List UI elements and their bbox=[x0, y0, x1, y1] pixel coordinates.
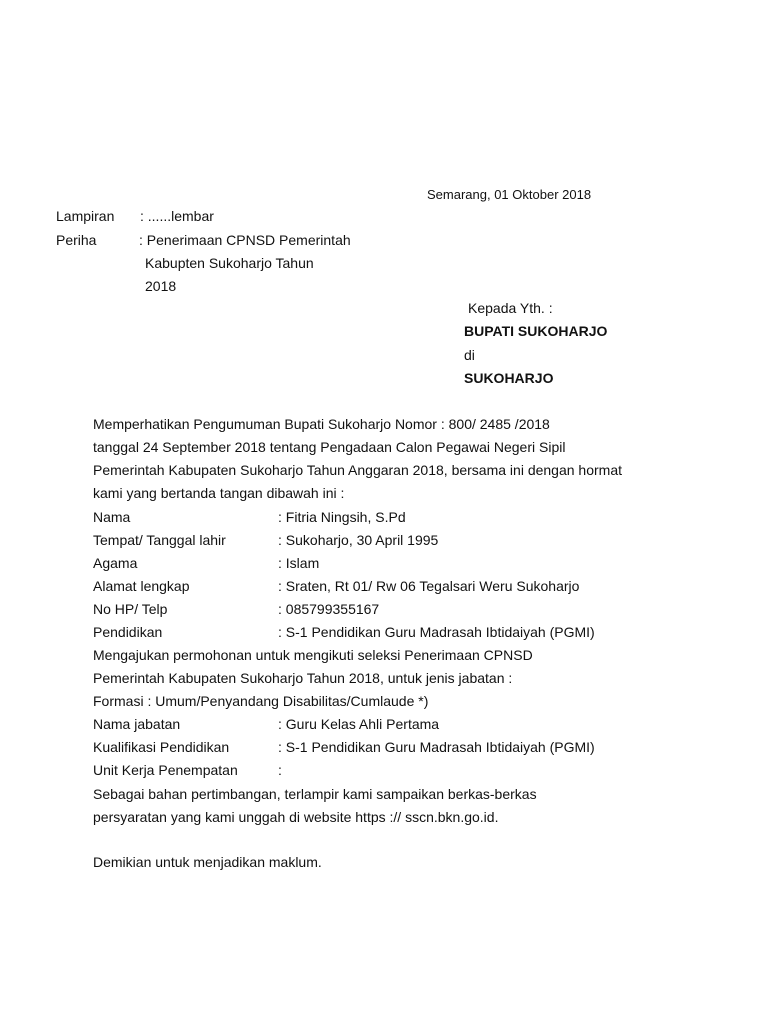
field-value-agama: : Islam bbox=[278, 555, 320, 571]
field-label-alamat: Alamat lengkap bbox=[93, 578, 190, 594]
letter-date: Semarang, 01 Oktober 2018 bbox=[427, 187, 592, 202]
final-line: Demikian untuk menjadikan maklum. bbox=[93, 854, 322, 870]
request-line: Mengajukan permohonan untuk mengikuti seleksi Penerimaan CPNSD bbox=[93, 647, 533, 663]
closing-line: Sebagai bahan pertimbangan, terlampir kami sampaikan berkas-berkas bbox=[93, 786, 537, 802]
field-value-jabatan: : Guru Kelas Ahli Pertama bbox=[278, 716, 440, 732]
field-label-jabatan: Nama jabatan bbox=[93, 716, 181, 732]
field-value-pendidikan: : S-1 Pendidikan Guru Madrasah Ibtidaiyah (PGMI) bbox=[278, 624, 595, 640]
periha-line-3: 2018 bbox=[145, 278, 177, 294]
field-label-pendidikan: Pendidikan bbox=[93, 624, 163, 640]
closing-line: persyaratan yang kami unggah di website https :// sscn.bkn.go.id. bbox=[93, 809, 499, 825]
field-value-kualifikasi: : S-1 Pendidikan Guru Madrasah Ibtidaiyah (PGMI) bbox=[278, 739, 595, 755]
field-label-kualifikasi: Kualifikasi Pendidikan bbox=[93, 739, 230, 755]
periha-line-2: Kabupten Sukoharjo Tahun bbox=[145, 255, 314, 271]
recipient-salutation: Kepada Yth. : bbox=[468, 300, 553, 316]
field-value-unit-kerja: : bbox=[278, 762, 282, 778]
field-label-nama: Nama bbox=[93, 509, 131, 525]
field-value-nama: : Fitria Ningsih, S.Pd bbox=[278, 509, 406, 525]
field-value-telp: : 085799355167 bbox=[278, 601, 380, 617]
periha-line-1: : Penerimaan CPNSD Pemerintah bbox=[139, 232, 351, 248]
request-line: Pemerintah Kabupaten Sukoharjo Tahun 2018, untuk jenis jabatan : bbox=[93, 670, 513, 686]
intro-line: kami yang bertanda tangan dibawah ini : bbox=[93, 485, 345, 501]
field-value-alamat: : Sraten, Rt 01/ Rw 06 Tegalsari Weru Sukoharjo bbox=[278, 578, 580, 594]
recipient-di: di bbox=[464, 347, 475, 363]
request-line: Formasi : Umum/Penyandang Disabilitas/Cumlaude *) bbox=[93, 693, 429, 709]
field-label-telp: No HP/ Telp bbox=[93, 601, 168, 617]
intro-line: Pemerintah Kabupaten Sukoharjo Tahun Anggaran 2018, bersama ini dengan hormat bbox=[93, 462, 623, 478]
field-label-ttl: Tempat/ Tanggal lahir bbox=[93, 532, 226, 548]
field-label-unit-kerja: Unit Kerja Penempatan bbox=[93, 762, 238, 778]
lampiran-value: : ......lembar bbox=[140, 208, 214, 224]
periha-label: Periha bbox=[56, 232, 97, 248]
lampiran-label: Lampiran bbox=[56, 208, 115, 224]
intro-line: tanggal 24 September 2018 tentang Pengadaan Calon Pegawai Negeri Sipil bbox=[93, 439, 566, 455]
recipient-name: BUPATI SUKOHARJO bbox=[464, 323, 608, 339]
field-label-agama: Agama bbox=[93, 555, 138, 571]
field-value-ttl: : Sukoharjo, 30 April 1995 bbox=[278, 532, 439, 548]
recipient-place: SUKOHARJO bbox=[464, 370, 554, 386]
intro-line: Memperhatikan Pengumuman Bupati Sukoharjo Nomor : 800/ 2485 /2018 bbox=[93, 416, 550, 432]
